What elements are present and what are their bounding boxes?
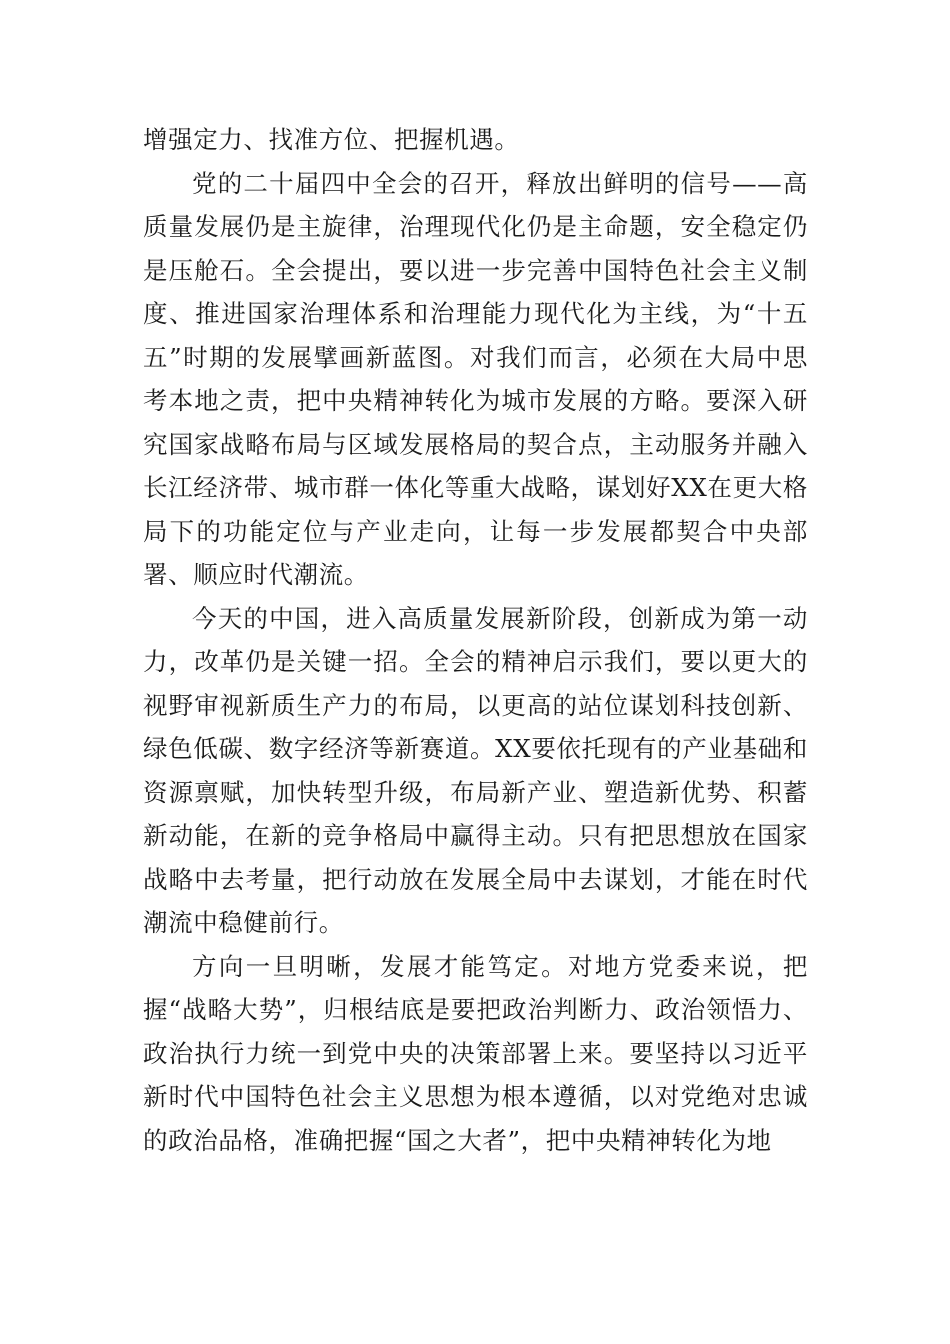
paragraph-innovation-stage: 今天的中国，进入高质量发展新阶段，创新成为第一动力，改革仍是关键一招。全会的精神启示我们，要以更大的视野审视新质生产力的布局，以更高的站位谋划科技创新、绿色低碳、数字经济等新赛道。XX要依托现有的产业基础和资源禀赋，加快转型升级，布局新产业、塑造新优势、积蓄新动能，在新的竞争格局中赢得主动。只有把思想放在国家战略中去考量，把行动放在发展全局中去谋划，才能在时代潮流中稳健前行。	[143, 603, 808, 937]
body-text	[143, 118, 808, 1162]
paragraph-direction-clarity: 方向一旦明晰，发展才能笃定。对地方党委来说，把握“战略大势”，归根结底是要把政治判断力、政治领悟力、政治执行力统一到党中央的决策部署上来。要坚持以习近平新时代中国特色社会主义思想为根本遵循，以对党绝对忠诚的政治品格，准确把握“国之大者”，把中央精神转化为地	[143, 951, 808, 1155]
paragraph-plenary-signal: 党的二十届四中全会的召开，释放出鲜明的信号——高质量发展仍是主旋律，治理现代化仍是主命题，安全稳定仍是压舱石。全会提出，要以进一步完善中国特色社会主义制度、推进国家治理体系和治理能力现代化为主线，为“十五五”时期的发展擘画新蓝图。对我们而言，必须在大局中思考本地之责，把中央精神转化为城市发展的方略。要深入研究国家战略布局与区域发展格局的契合点，主动服务并融入长江经济带、城市群一体化等重大战略，谋划好XX在更大格局下的功能定位与产业走向，让每一步发展都契合中央部署、顺应时代潮流。	[143, 168, 808, 589]
paragraph-continuation: 增强定力、找准方位、把握机遇。	[143, 125, 520, 154]
